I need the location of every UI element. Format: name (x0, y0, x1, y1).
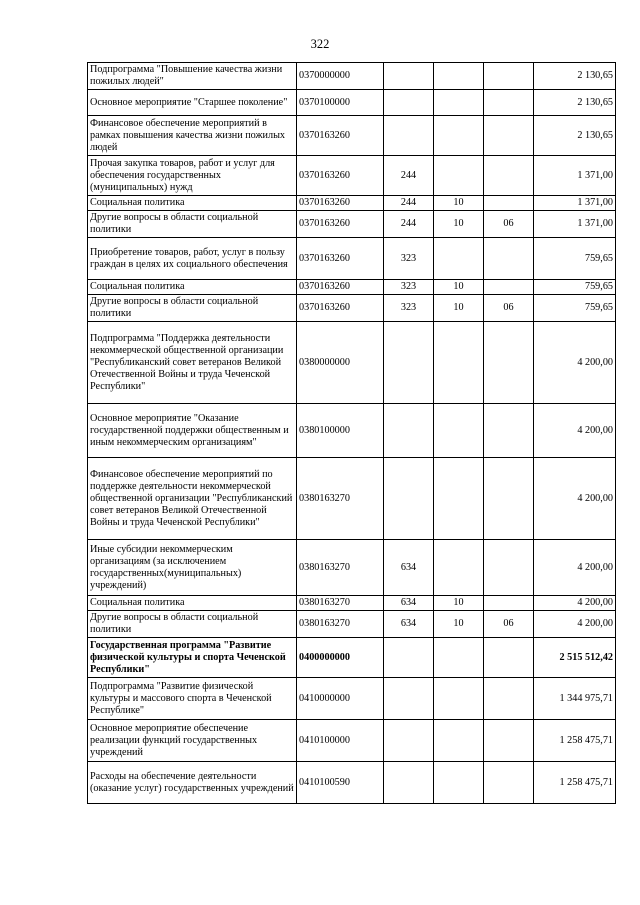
row-subsection-cell (484, 540, 534, 596)
row-amount-cell: 2 130,65 (534, 63, 616, 90)
row-subsection-cell: 06 (484, 611, 534, 638)
row-name-cell: Основное мероприятие "Оказание государственной поддержки общественным и иным некоммерческим организациям" (88, 404, 297, 458)
row-subsection-cell (484, 196, 534, 211)
row-target-article-cell: 0380163270 (297, 540, 384, 596)
row-name-cell: Финансовое обеспечение мероприятий по поддержке деятельности некоммерческой общественной организации "Республиканский совет ветеранов Великой Отечественной Войны и труда Чеченской Республики" (88, 458, 297, 540)
row-target-article-cell: 0370163260 (297, 280, 384, 295)
row-expense-type-cell (384, 63, 434, 90)
row-subsection-cell (484, 404, 534, 458)
row-name-cell: Иные субсидии некоммерческим организациям (за исключением государственных(муниципальных) учреждений) (88, 540, 297, 596)
row-amount-cell: 4 200,00 (534, 596, 616, 611)
table-row (88, 156, 616, 196)
row-expense-type-cell: 323 (384, 280, 434, 295)
row-section-cell (434, 116, 484, 156)
row-expense-type-cell (384, 720, 434, 762)
row-name-cell: Государственная программа "Развитие физической культуры и спорта Чеченской Республики" (88, 638, 297, 678)
row-section-cell: 10 (434, 295, 484, 322)
row-section-cell: 10 (434, 611, 484, 638)
row-target-article-cell: 0370100000 (297, 90, 384, 116)
row-section-cell (434, 458, 484, 540)
table-row (88, 238, 616, 280)
row-name-cell: Прочая закупка товаров, работ и услуг для обеспечения государственных (муниципальных) нужд (88, 156, 297, 196)
row-name-cell: Подпрограмма "Развитие физической культуры и массового спорта в Чеченской Республике" (88, 678, 297, 720)
row-target-article-cell: 0400000000 (297, 638, 384, 678)
row-subsection-cell (484, 762, 534, 804)
row-section-cell (434, 762, 484, 804)
row-amount-cell: 1 371,00 (534, 196, 616, 211)
row-expense-type-cell: 244 (384, 196, 434, 211)
row-amount-cell: 759,65 (534, 295, 616, 322)
row-expense-type-cell (384, 762, 434, 804)
row-amount-cell: 759,65 (534, 238, 616, 280)
row-subsection-cell (484, 678, 534, 720)
row-target-article-cell: 0410100590 (297, 762, 384, 804)
table-row (88, 280, 616, 295)
row-section-cell (434, 404, 484, 458)
row-target-article-cell: 0370163260 (297, 238, 384, 280)
row-target-article-cell: 0370163260 (297, 116, 384, 156)
row-name-cell: Другие вопросы в области социальной политики (88, 295, 297, 322)
row-subsection-cell (484, 322, 534, 404)
table-row (88, 458, 616, 540)
row-expense-type-cell: 634 (384, 596, 434, 611)
table-row (88, 295, 616, 322)
row-target-article-cell: 0380000000 (297, 322, 384, 404)
row-amount-cell: 1 258 475,71 (534, 720, 616, 762)
table-row (88, 720, 616, 762)
row-target-article-cell: 0370163260 (297, 295, 384, 322)
table-row (88, 322, 616, 404)
row-name-cell: Расходы на обеспечение деятельности (оказание услуг) государственных учреждений (88, 762, 297, 804)
row-expense-type-cell (384, 404, 434, 458)
row-name-cell: Социальная политика (88, 196, 297, 211)
row-name-cell: Основное мероприятие обеспечение реализации функций государственных учреждений (88, 720, 297, 762)
row-section-cell (434, 63, 484, 90)
row-expense-type-cell: 323 (384, 295, 434, 322)
row-target-article-cell: 0370163260 (297, 196, 384, 211)
row-target-article-cell: 0380100000 (297, 404, 384, 458)
budget-table (87, 62, 616, 804)
row-name-cell: Социальная политика (88, 596, 297, 611)
row-subsection-cell (484, 156, 534, 196)
table-row (88, 116, 616, 156)
row-amount-cell: 2 130,65 (534, 90, 616, 116)
table-row (88, 762, 616, 804)
row-amount-cell: 1 258 475,71 (534, 762, 616, 804)
row-name-cell: Подпрограмма "Повышение качества жизни пожилых людей" (88, 63, 297, 90)
row-expense-type-cell (384, 638, 434, 678)
row-expense-type-cell (384, 322, 434, 404)
row-subsection-cell (484, 90, 534, 116)
row-section-cell (434, 90, 484, 116)
row-section-cell (434, 540, 484, 596)
row-amount-cell: 2 130,65 (534, 116, 616, 156)
row-name-cell: Социальная политика (88, 280, 297, 295)
row-name-cell: Подпрограмма "Поддержка деятельности некоммерческой общественной организации "Республиканский совет ветеранов Великой Отечественной Войны и труда Чеченской Республики" (88, 322, 297, 404)
table-body (88, 63, 616, 804)
row-subsection-cell (484, 458, 534, 540)
row-expense-type-cell (384, 458, 434, 540)
row-amount-cell: 1 344 975,71 (534, 678, 616, 720)
row-amount-cell: 1 371,00 (534, 156, 616, 196)
row-subsection-cell (484, 63, 534, 90)
row-section-cell (434, 322, 484, 404)
row-amount-cell: 4 200,00 (534, 540, 616, 596)
row-name-cell: Основное мероприятие "Старшее поколение" (88, 90, 297, 116)
row-target-article-cell: 0380163270 (297, 596, 384, 611)
row-expense-type-cell (384, 116, 434, 156)
table-row (88, 211, 616, 238)
row-name-cell: Финансовое обеспечение мероприятий в рамках повышения качества жизни пожилых людей (88, 116, 297, 156)
row-subsection-cell: 06 (484, 295, 534, 322)
row-section-cell (434, 156, 484, 196)
row-amount-cell: 4 200,00 (534, 404, 616, 458)
row-subsection-cell (484, 596, 534, 611)
table-row (88, 678, 616, 720)
row-section-cell (434, 720, 484, 762)
row-amount-cell: 2 515 512,42 (534, 638, 616, 678)
row-expense-type-cell: 634 (384, 540, 434, 596)
table-row (88, 611, 616, 638)
row-target-article-cell: 0370163260 (297, 156, 384, 196)
row-target-article-cell: 0380163270 (297, 611, 384, 638)
table-row (88, 540, 616, 596)
row-section-cell: 10 (434, 211, 484, 238)
row-subsection-cell (484, 720, 534, 762)
row-target-article-cell: 0410000000 (297, 678, 384, 720)
row-subsection-cell (484, 116, 534, 156)
row-subsection-cell (484, 238, 534, 280)
table-row (88, 404, 616, 458)
row-expense-type-cell: 244 (384, 211, 434, 238)
row-target-article-cell: 0370163260 (297, 211, 384, 238)
row-subsection-cell: 06 (484, 211, 534, 238)
row-amount-cell: 4 200,00 (534, 458, 616, 540)
row-name-cell: Другие вопросы в области социальной политики (88, 611, 297, 638)
row-section-cell (434, 238, 484, 280)
row-name-cell: Приобретение товаров, работ, услуг в пользу граждан в целях их социального обеспечения (88, 238, 297, 280)
table-row (88, 90, 616, 116)
row-amount-cell: 759,65 (534, 280, 616, 295)
row-section-cell: 10 (434, 280, 484, 295)
row-section-cell (434, 638, 484, 678)
row-target-article-cell: 0410100000 (297, 720, 384, 762)
row-expense-type-cell (384, 90, 434, 116)
table-row (88, 63, 616, 90)
row-amount-cell: 4 200,00 (534, 322, 616, 404)
page-number: 322 (310, 37, 330, 51)
row-expense-type-cell: 323 (384, 238, 434, 280)
row-subsection-cell (484, 280, 534, 295)
table-row (88, 638, 616, 678)
table-row (88, 596, 616, 611)
table-row (88, 196, 616, 211)
row-expense-type-cell: 244 (384, 156, 434, 196)
row-section-cell (434, 678, 484, 720)
row-amount-cell: 1 371,00 (534, 211, 616, 238)
row-target-article-cell: 0370000000 (297, 63, 384, 90)
row-section-cell: 10 (434, 596, 484, 611)
row-section-cell: 10 (434, 196, 484, 211)
row-expense-type-cell (384, 678, 434, 720)
row-name-cell: Другие вопросы в области социальной политики (88, 211, 297, 238)
row-expense-type-cell: 634 (384, 611, 434, 638)
row-amount-cell: 4 200,00 (534, 611, 616, 638)
row-subsection-cell (484, 638, 534, 678)
row-target-article-cell: 0380163270 (297, 458, 384, 540)
